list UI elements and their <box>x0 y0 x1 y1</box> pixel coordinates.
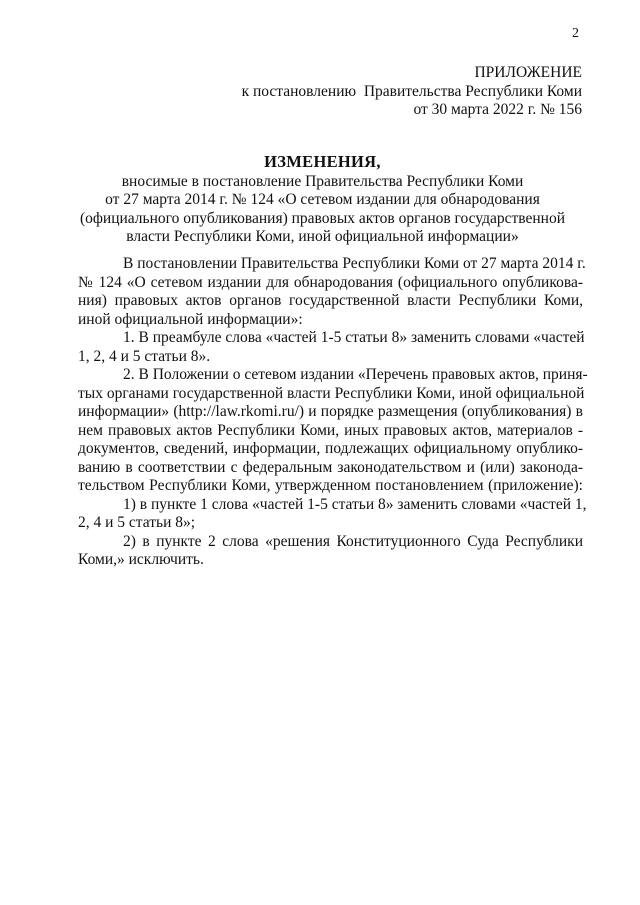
body-line: тых органами государственной власти Республики Коми, иной официальной <box>78 384 585 402</box>
title-line: вносимые в постановление Правительства Республики Коми <box>121 172 524 190</box>
body-line: 2. В Положении о сетевом издании «Перечень правовых актов, приня- <box>123 366 588 383</box>
title-line: от 27 марта 2014 г. № 124 «О сетевом издании для обнародования <box>105 191 540 208</box>
body-line: В постановлении Правительства Республики Коми от 27 марта 2014 г. <box>123 255 586 272</box>
appendix-label: ПРИЛОЖЕНИЕ <box>474 64 582 81</box>
body-line: 1, 2, 4 и 5 статьи 8». <box>78 347 211 365</box>
body-line: № 124 «О сетевом издании для обнародования (официального опубликова- <box>78 273 583 291</box>
body-line: 1) в пункте 1 слова «частей 1-5 статьи 8» заменить словами «частей 1, <box>123 495 587 513</box>
body-line: тельством Республики Коми, утвержденном постановлением (приложение): <box>78 477 583 494</box>
body-line: информации» (http://law.rkomi.ru/) и порядке размещения (опубликования) в <box>78 403 583 420</box>
body-line: 1. В преамбуле слова «частей 1-5 статьи 8» заменить словами «частей <box>123 329 585 346</box>
appendix-resolution-date: от 30 марта 2022 г. № 156 <box>413 101 582 118</box>
body-line: Коми,» исключить. <box>78 551 204 568</box>
appendix-resolution-ref: к постановлению Правительства Республики Коми <box>241 82 582 100</box>
body-line: ванию в соответствии с федеральным законодательством и (или) законода- <box>78 458 583 476</box>
appendix-header <box>242 64 582 120</box>
body-line: 2) в пункте 2 слова «решения Конституционного Суда Республики <box>123 532 583 550</box>
body-line: 2, 4 и 5 статьи 8»; <box>78 514 196 531</box>
title-line: власти Республики Коми, иной официальной информации» <box>126 228 519 245</box>
document-body <box>78 255 588 570</box>
page-number: 2 <box>572 26 579 41</box>
changes-title-block <box>60 153 585 247</box>
document-heading: ИЗМЕНЕНИЯ, <box>264 152 381 171</box>
body-line: нем правовых актов Республики Коми, иных правовых актов, материалов - <box>78 421 583 439</box>
body-line: документов, сведений, информации, подлежащих официальному опублико- <box>78 440 583 457</box>
body-line: ния) правовых актов органов государственной власти Республики Коми, <box>78 292 583 309</box>
body-line: иной официальной информации»: <box>78 310 303 328</box>
title-line: (официального опубликования) правовых актов органов государственной <box>79 209 566 227</box>
